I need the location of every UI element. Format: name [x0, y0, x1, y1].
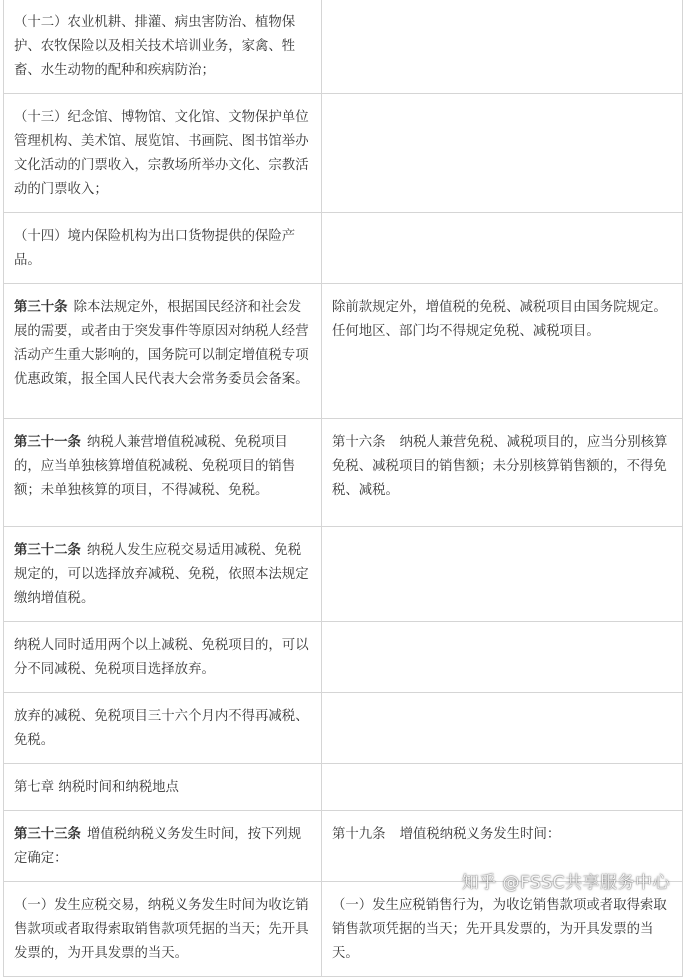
table-row: [4, 0, 683, 94]
chapter-heading: 第七章 纳税时间和纳税地点: [14, 780, 179, 795]
law-comparison-table: [3, 0, 683, 977]
table-row: [4, 419, 683, 527]
cell-text: （一）发生应税销售行为，为收讫销售款项或者取得索取销售款项凭据的当天；先开具发票的，为开具发票的当天。: [332, 898, 667, 961]
table-row: [4, 764, 683, 811]
table-row: [4, 527, 683, 622]
cell-text: （十四）境内保险机构为出口货物提供的保险产品。: [14, 229, 296, 268]
article-number: 第三十一条: [14, 435, 81, 450]
cell-text: 除本法规定外，根据国民经济和社会发展的需要，或者由于突发事件等原因对纳税人经营活动产生重大影响的，国务院可以制定增值税专项优惠政策，报全国人民代表大会常务委员会备案。: [14, 300, 309, 387]
table-row: [4, 284, 683, 419]
right-cell: [322, 527, 683, 622]
cell-text: 纳税人兼营免税、减税项目的，应当分别核算免税、减税项目的销售额；未分别核算销售额的，不得免税、减税。: [332, 435, 668, 498]
table-row: [4, 882, 683, 977]
right-cell: [322, 0, 683, 94]
table-row: [4, 693, 683, 764]
left-cell: [4, 764, 322, 811]
cell-text: 纳税人同时适用两个以上减税、免税项目的，可以分不同减税、免税项目选择放弃。: [14, 638, 309, 677]
cell-text: 增值税纳税义务发生时间，按下列规定确定：: [14, 827, 302, 866]
left-cell: [4, 419, 322, 527]
left-cell: [4, 0, 322, 94]
left-cell: [4, 693, 322, 764]
cell-text: （十三）纪念馆、博物馆、文化馆、文物保护单位管理机构、美术馆、展览馆、书画院、图书馆举办文化活动的门票收入，宗教场所举办文化、宗教活动的门票收入；: [14, 110, 309, 197]
article-number: 第十九条: [332, 827, 386, 842]
article-number: 第三十三条: [14, 827, 81, 842]
right-cell: [322, 764, 683, 811]
article-number: 第十六条: [332, 435, 386, 450]
cell-text: （十二）农业机耕、排灌、病虫害防治、植物保护、农牧保险以及相关技术培训业务，家禽、牲畜、水生动物的配种和疾病防治；: [14, 15, 296, 78]
table-row: [4, 622, 683, 693]
cell-text: 除前款规定外，增值税的免税、减税项目由国务院规定。任何地区、部门均不得规定免税、减税项目。: [332, 300, 667, 339]
article-number: 第三十条: [14, 300, 68, 315]
right-cell: [322, 419, 683, 527]
right-cell: [322, 213, 683, 284]
cell-text: 增值税纳税义务发生时间：: [399, 827, 561, 842]
left-cell: [4, 622, 322, 693]
right-cell: [322, 94, 683, 213]
watermark: 知乎 @FSSC共享服务中心: [461, 873, 670, 893]
left-cell: [4, 213, 322, 284]
left-cell: [4, 284, 322, 419]
table-row: [4, 94, 683, 213]
right-cell: [322, 284, 683, 419]
left-cell: [4, 527, 322, 622]
right-cell: [322, 622, 683, 693]
left-cell: [4, 811, 322, 882]
right-cell: [322, 882, 683, 977]
article-number: 第三十二条: [14, 543, 81, 558]
right-cell: [322, 693, 683, 764]
left-cell: [4, 882, 322, 977]
cell-text: 放弃的减税、免税项目三十六个月内不得再减税、免税。: [14, 709, 309, 748]
cell-text: （一）发生应税交易，纳税义务发生时间为收讫销售款项或者取得索取销售款项凭据的当天；先开具发票的，为开具发票的当天。: [14, 898, 309, 961]
table-row: [4, 213, 683, 284]
cell-text: 纳税人兼营增值税减税、免税项目的，应当单独核算增值税减税、免税项目的销售额；未单独核算的项目，不得减税、免税。: [14, 435, 296, 498]
left-cell: [4, 94, 322, 213]
cell-text: 纳税人发生应税交易适用减税、免税规定的，可以选择放弃减税、免税，依照本法规定缴纳增值税。: [14, 543, 309, 606]
